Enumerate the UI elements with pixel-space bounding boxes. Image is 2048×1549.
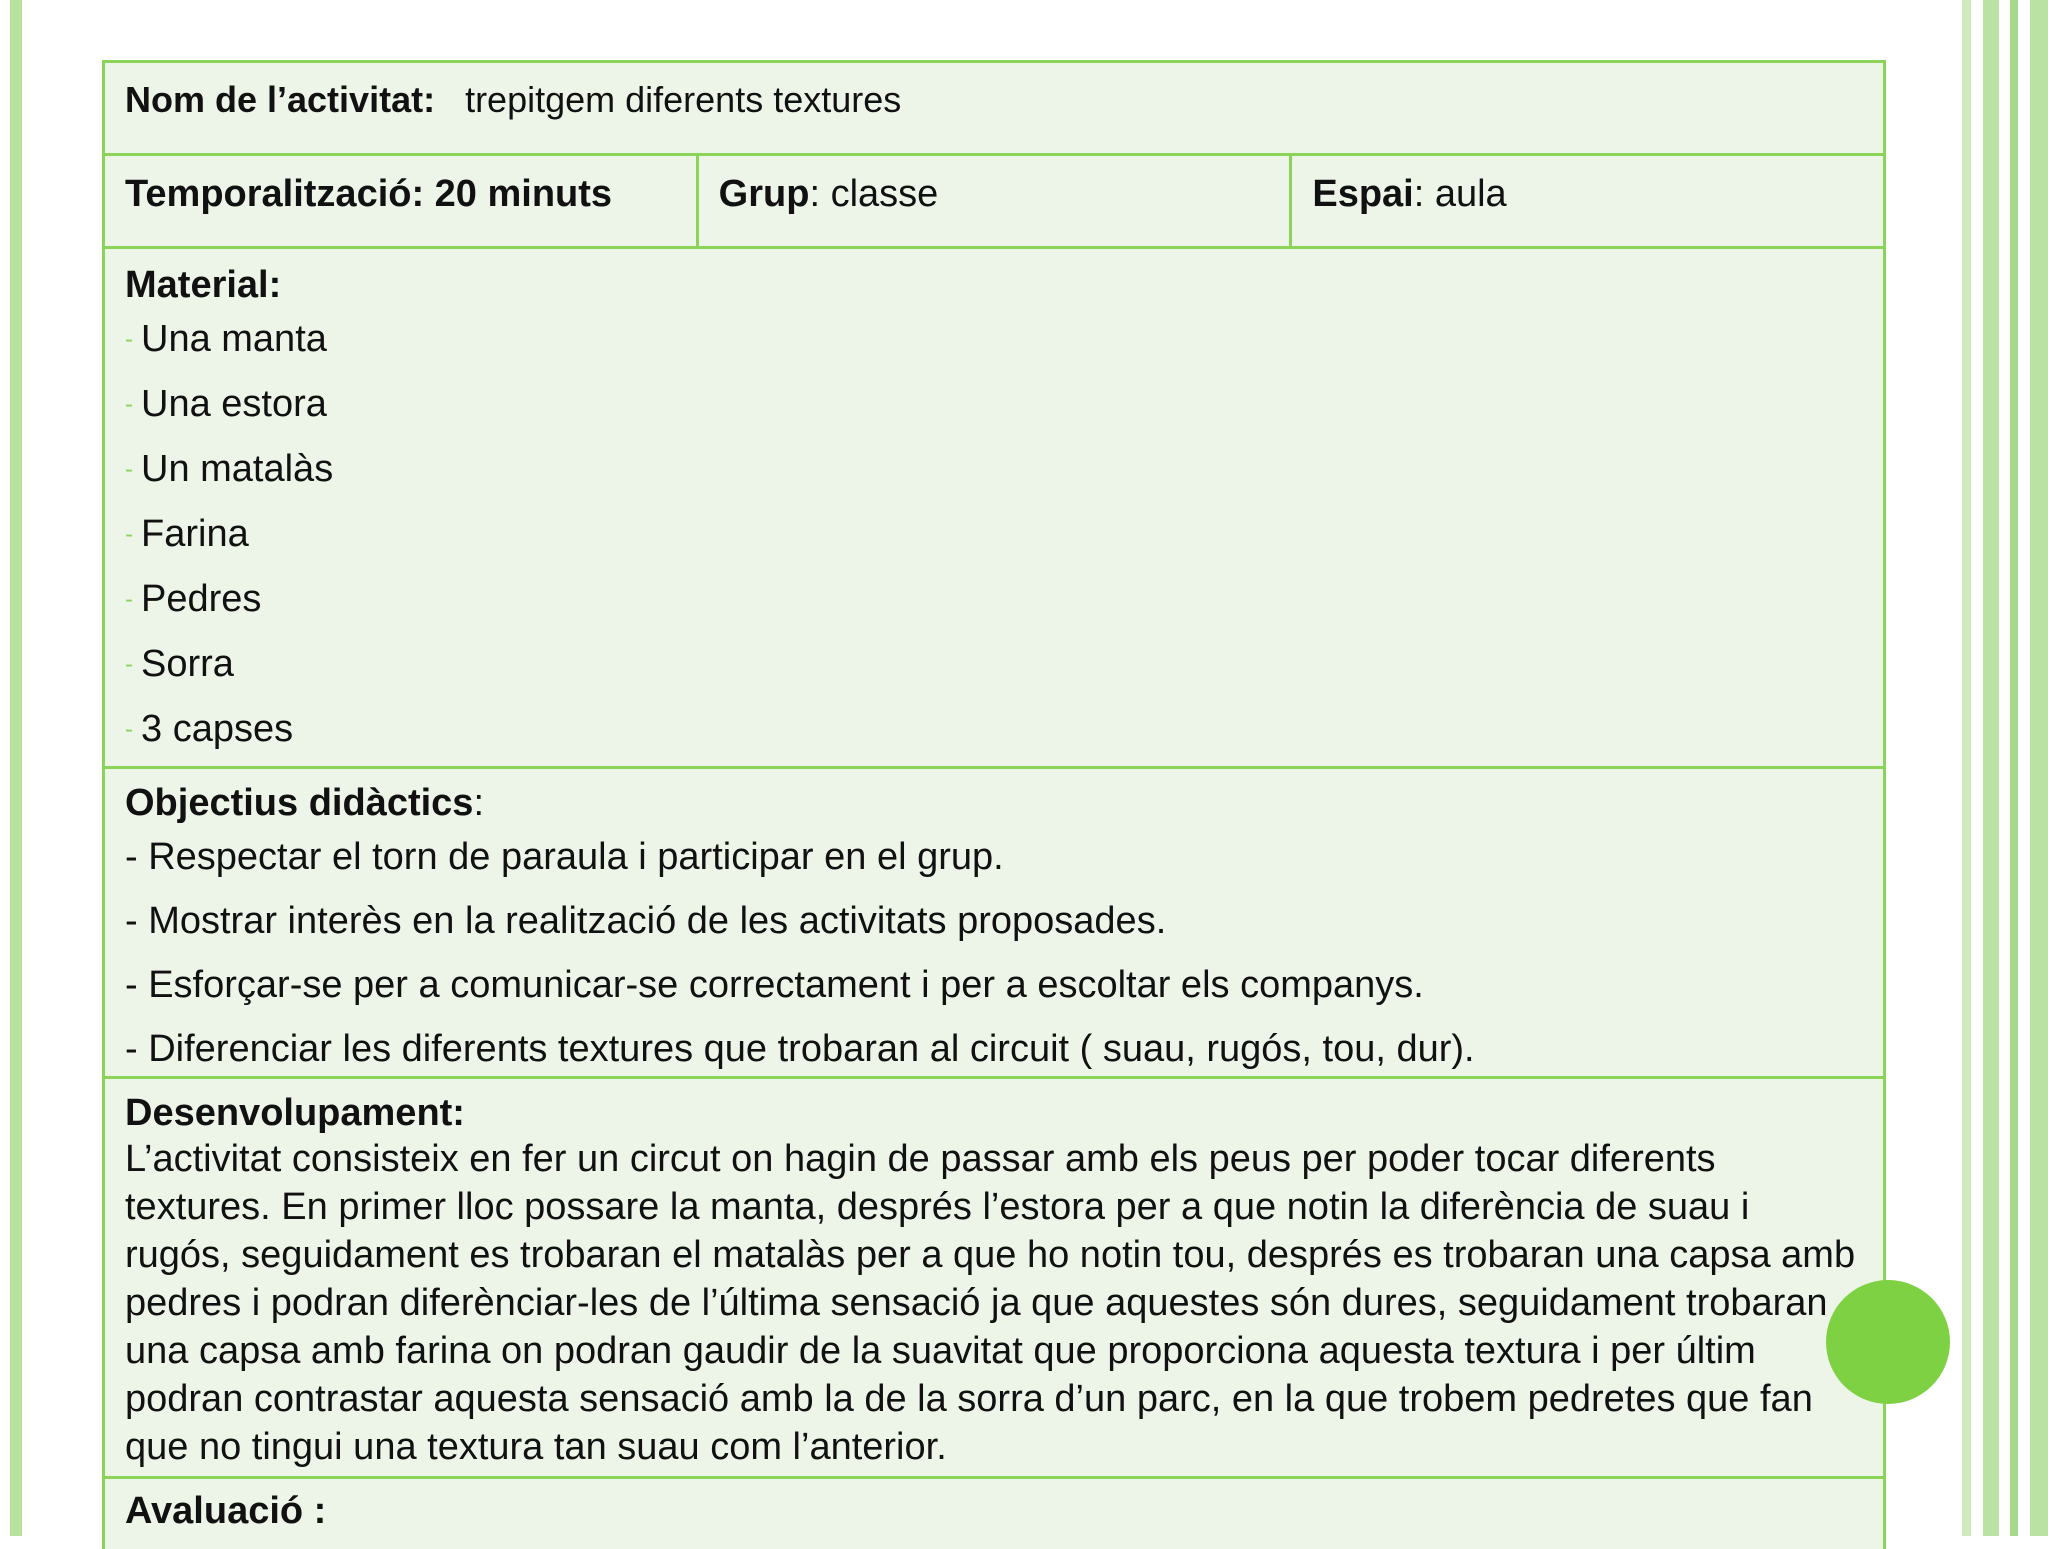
- dash-icon: -: [125, 326, 133, 353]
- dash-icon: -: [125, 521, 133, 548]
- dash-icon: -: [125, 456, 133, 483]
- objectives-title: Objectius didàctics:: [125, 782, 485, 824]
- development-row: [105, 1079, 1883, 1479]
- development-text: L’activitat consisteix en fer un circut on hagin de passar amb els peus per poder tocar diferents textures. En primer lloc possare la manta, després l’estora per a que notin la diferència de suau i rugós, seguidament es trobaran el matalàs per a que ho notin tou, després es trobaran una capsa amb pedres i podran diferènciar-les de l’última sensació ja que aquestes són dures, seguidament trobaran una capsa amb farina on podran gaudir de la suavitat que proporciona aquesta textura i per últim podran contrastar aquesta sensació amb la de la sorra d’un parc, en la que trobem pedretes que fan que no tingui una textura tan suau com l’anterior.: [125, 1138, 1856, 1468]
- dash-icon: -: [125, 651, 133, 678]
- objective-item: - Esforçar-se per a comunicar-se correctament i per a escoltar els companys.: [125, 964, 1424, 1006]
- development-title: Desenvolupament:: [125, 1092, 465, 1134]
- objectives-row: [105, 769, 1883, 1079]
- activity-name-value: trepitgem diferents textures: [465, 79, 902, 120]
- evaluation-row: [105, 1479, 1883, 1549]
- group-label: Grup: [718, 173, 810, 215]
- right-border-stripe: [2030, 0, 2048, 1536]
- material-title: Material:: [125, 264, 282, 306]
- evaluation-title: Avaluació :: [125, 1490, 327, 1532]
- group-value: : classe: [809, 173, 939, 215]
- dash-icon: -: [125, 716, 133, 743]
- left-border-stripe: [10, 0, 22, 1536]
- right-border-stripe: [2010, 0, 2018, 1536]
- list-item: - Pedres: [125, 578, 262, 620]
- right-border-stripe: [1983, 0, 1999, 1536]
- right-border-stripe: [1962, 0, 1971, 1536]
- info-row: [105, 156, 1883, 249]
- space-label: Espai: [1312, 173, 1414, 215]
- dash-icon: -: [125, 586, 133, 613]
- activity-name-row: [105, 63, 1883, 156]
- list-item: - Sorra: [125, 643, 234, 685]
- list-item: - 3 capses: [125, 708, 294, 750]
- list-item: - Un matalàs: [125, 448, 334, 490]
- group-cell: [696, 156, 1290, 246]
- space-value: : aula: [1413, 173, 1507, 215]
- objective-item: - Mostrar interès en la realització de les activitats proposades.: [125, 900, 1167, 942]
- activity-table: [102, 60, 1886, 1549]
- time-cell: [105, 156, 696, 246]
- material-row: [105, 249, 1883, 769]
- activity-name-label: Nom de l’activitat:: [125, 79, 436, 120]
- list-item: - Una manta: [125, 318, 327, 360]
- dash-icon: -: [125, 391, 133, 418]
- list-item: - Una estora: [125, 383, 327, 425]
- objective-item: - Diferenciar les diferents textures que trobaran al circuit ( suau, rugós, tou, dur).: [125, 1028, 1475, 1070]
- list-item: - Farina: [125, 513, 249, 555]
- objective-item: - Respectar el torn de paraula i participar en el grup.: [125, 836, 1004, 878]
- time-label: Temporalització: 20 minuts: [125, 173, 613, 215]
- decorative-circle: [1826, 1280, 1950, 1404]
- space-cell: [1289, 156, 1883, 246]
